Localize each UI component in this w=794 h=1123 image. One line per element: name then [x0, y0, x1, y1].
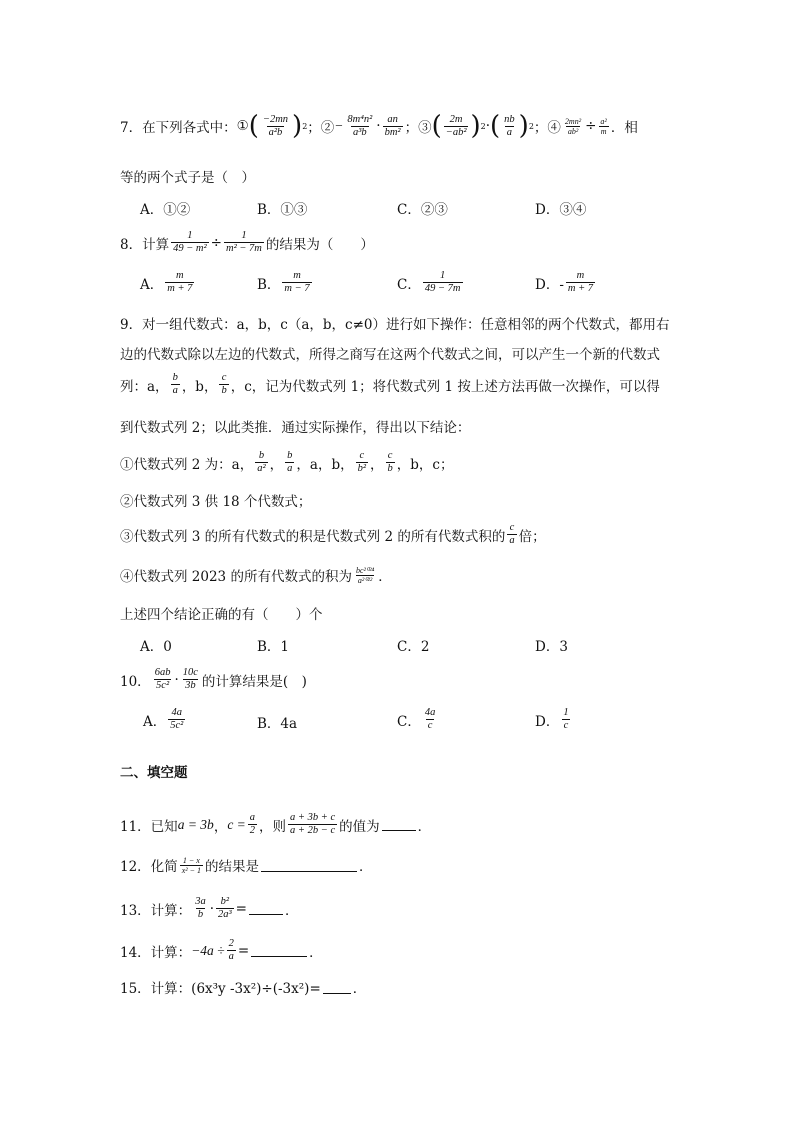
- q7-expr3a: $\frac{2m}{\text{−ab²}}$: [445, 113, 467, 138]
- q8-option-a: A． $\frac{m}{m + 7}$: [140, 270, 193, 294]
- q9-conclusion-3: ③代数式列 3 的所有代数式的积是代数式列 2 的所有代数式积的 $\frac{c}{a}$ 倍；: [120, 522, 546, 546]
- q8-option-d: D．- $\frac{m}{m + 7}$: [535, 270, 594, 294]
- q9-line1: 9．对一组代数式：a，b，c（a，b，c≠0）进行如下操作：任意相邻的两个代数式，都用右: [120, 317, 670, 333]
- q9-conclusion-4: ④代数式列 2023 的所有代数式的积为 $\frac{\text{bc²⁰²⁴}}{\text{a²⁰²²}}$ ．: [120, 565, 392, 585]
- q14: 14．计算： −4a ÷ $\frac{2}{a}$ = ．: [120, 938, 323, 962]
- q9-conclusion-1: ①代数式列 2 为：a， $\frac{b}{\text{a²}}$ ， $\frac{b}{a}$ ，a，b， $\frac{c}{\text{b²}}$ ， $\frac{c}{b}$ ，b，c；: [120, 450, 454, 474]
- q9-line2: 边的代数式除以左边的代数式，所得之商写在这两个代数式之间，可以产生一个新的代数式: [120, 347, 660, 363]
- q9-line4: 到代数式列 2；以此类推．通过实际操作，得出以下结论：: [120, 420, 471, 436]
- q13: 13．计算： $\frac{3a}{b}$ · $\frac{\text{b²}}{\text{2a³}}$ = ．: [120, 896, 299, 920]
- q11: 11．已知 a = 3b ， c = $\frac{a}{2}$ ，则 $\frac{a + 3b + c}{a + 2b - c}$ 的值为 ．: [120, 812, 432, 836]
- q7-expr4b: $\frac{\text{a²}}{m}$: [600, 116, 607, 136]
- q15-blank[interactable]: [323, 981, 351, 994]
- q9-option-c: C．2: [397, 639, 430, 655]
- q12: 12．化简 $\frac{1 - x}{\text{x² − 1}}$ 的结果是 ．: [120, 855, 373, 875]
- q7-option-c: C．②③: [397, 202, 448, 218]
- q12-blank[interactable]: [261, 859, 357, 872]
- q7-expr2a: $\frac{\text{8m⁴n²}}{\text{a³b}}$: [347, 113, 373, 138]
- q8-option-c: C． $\frac{1}{49 - 7m}$: [397, 270, 461, 294]
- q14-blank[interactable]: [251, 944, 307, 957]
- q13-blank[interactable]: [249, 902, 283, 915]
- q7-expr4a: $\frac{\text{2mn²}}{\text{ab²}}$: [564, 116, 582, 136]
- q7-expr1: $\frac{-2mn}{\text{a²b}}$: [262, 113, 289, 138]
- q9-option-d: D．3: [535, 639, 568, 655]
- q7-expr3b: $\frac{nb}{a}$: [504, 113, 515, 138]
- q8-frac1: $\frac{1}{\text{49 − m²}}$: [173, 230, 207, 254]
- q10-option-b: B．4a: [257, 716, 298, 732]
- q7-option-a: A．①②: [140, 202, 191, 218]
- q10-stem: 10． $\frac{6ab}{\text{5c²}}$ · $\frac{10c}{3b}$ 的计算结果是( ): [120, 667, 307, 691]
- q7-option-b: B．①③: [257, 202, 308, 218]
- q15: 15．计算：(6x³y -3x²)÷(-3x²)= ．: [120, 981, 367, 997]
- q10-option-a: A． $\frac{4a}{\text{5c²}}$: [143, 707, 184, 731]
- q9-line3: 列：a， $\frac{b}{a}$ ，b， $\frac{c}{b}$ ，c，记为代数式列 1；将代数式列 1 按上述方法再做一次操作，可以得: [120, 372, 660, 396]
- q8-stem: 8．计算 $\frac{1}{\text{49 − m²}}$ ÷ $\frac{1}{\text{m² − 7m}}$ 的结果为（ ）: [120, 230, 374, 254]
- q10-option-c: C． $\frac{4a}{c}$: [397, 707, 436, 731]
- q9-question: 上述四个结论正确的有（ ）个: [120, 607, 323, 623]
- q11-blank[interactable]: [382, 818, 416, 831]
- q7-expr2b: $\frac{an}{\text{bm²}}$: [384, 113, 401, 138]
- section-heading: 二、填空题: [120, 765, 188, 781]
- q8-frac2: $\frac{1}{\text{m² − 7m}}$: [225, 230, 262, 254]
- q9-conclusion-2: ②代数式列 3 供 18 个代数式；: [120, 494, 312, 510]
- q9-option-a: A．0: [140, 639, 172, 655]
- q10-option-d: D． $\frac{1}{c}$: [535, 707, 569, 731]
- q8-option-b: B． $\frac{m}{m - 7}$: [257, 270, 310, 294]
- q7-line1: 7．在下列各式中： ① ( $\frac{-2mn}{\text{a²b}}$ ) 2 ；② − $\frac{\text{8m⁴n²}}{\text{a³b}}$ · $\frac{an}{\text{bm²}}$ ；③ ( $\frac{2m}{\text{−ab²}}$ ) 2 · ( $\frac{nb}{a}$ ) 2 ；④ $\frac{\text{2mn²}}{\text{ab²}}$ ÷ $\frac{\text{a²}}{m}$ ．相: [120, 111, 638, 141]
- q7-line2: 等的两个式子是（ ）: [120, 170, 255, 186]
- q7-option-d: D．③④: [535, 202, 587, 218]
- q9-option-b: B．1: [257, 639, 290, 655]
